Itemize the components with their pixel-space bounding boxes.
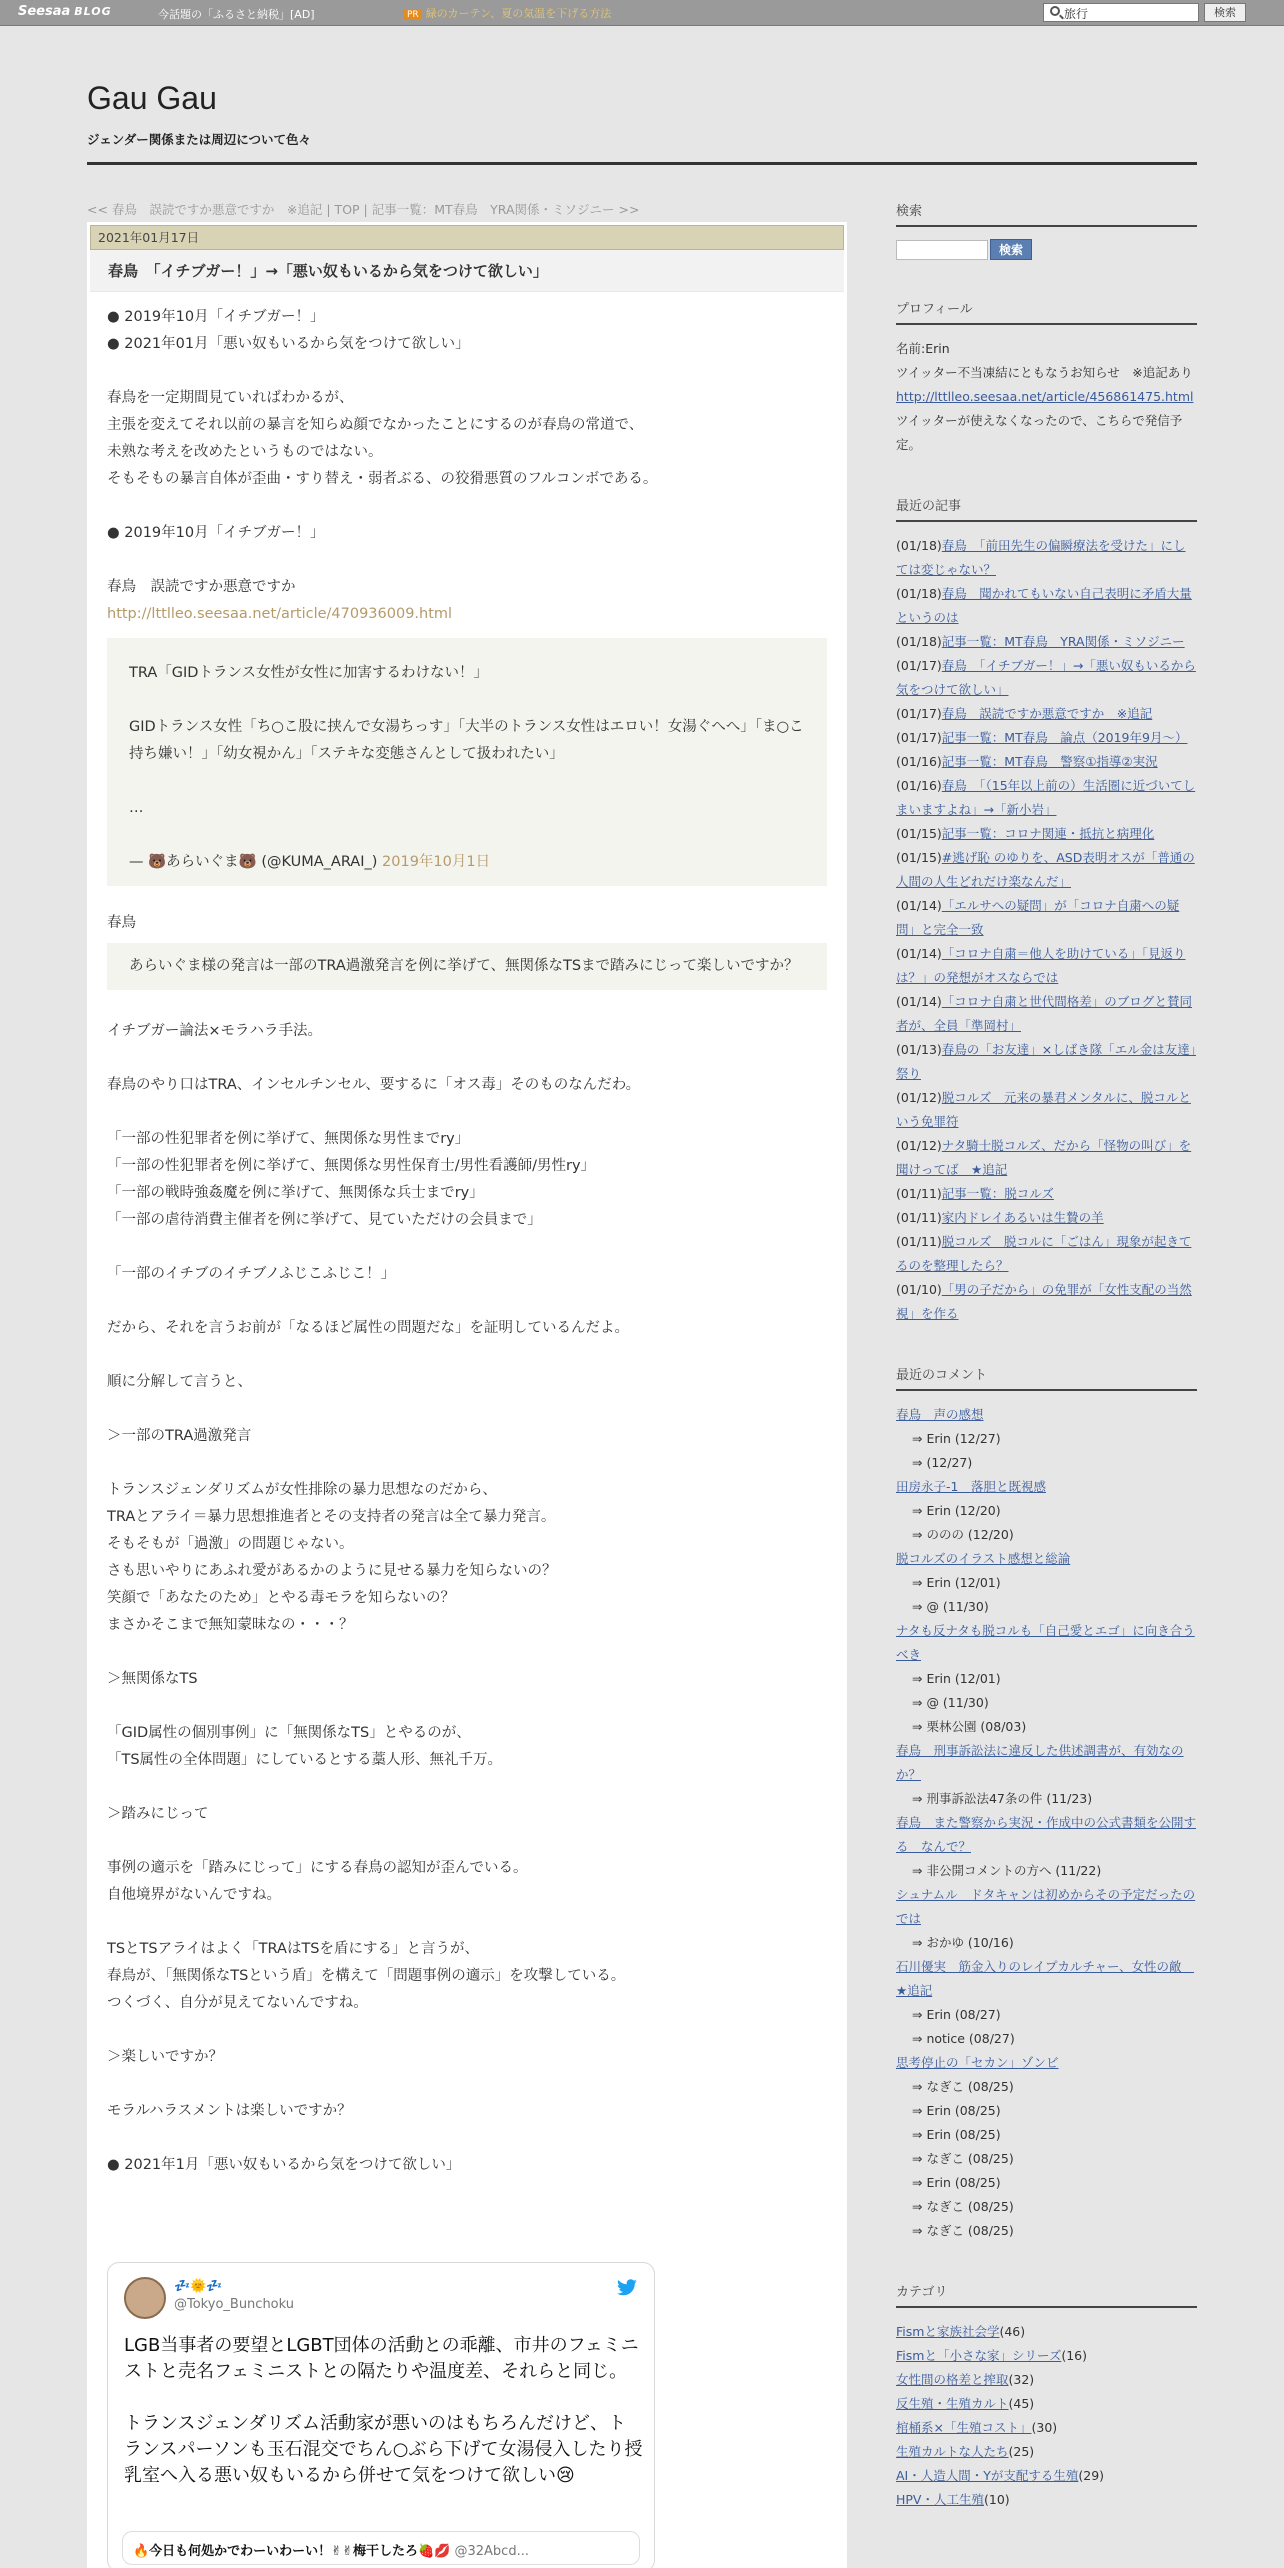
recent-post-link[interactable]: 春鳥の「お友達」×しばき隊「エル金は友達」祭り bbox=[896, 1042, 1197, 1081]
recent-post-item bbox=[896, 726, 1197, 750]
recent-post-link[interactable]: 「コロナ自粛＝他人を助けている」「見返りは？」の発想がオスならでは bbox=[896, 946, 1186, 985]
profile-title: プロフィール bbox=[896, 298, 1197, 325]
post-line: トランスジェンダリズムが女性排除の暴力思想なのだから、 bbox=[107, 1482, 497, 1498]
post-title[interactable]: 春鳥 「イチブガー！」→「悪い奴もいるから気をつけて欲しい」 bbox=[90, 250, 844, 292]
recent-post-date: (01/17) bbox=[896, 658, 942, 673]
recent-posts-title: 最近の記事 bbox=[896, 495, 1197, 522]
recent-post-date: (01/16) bbox=[896, 778, 942, 793]
post-line bbox=[107, 1639, 827, 1666]
recent-post-link[interactable]: 「コロナ自粛と世代間格差」のブログと賛同者が、全員「準岡村」 bbox=[896, 994, 1193, 1033]
category-item bbox=[896, 2440, 1197, 2464]
comment-reply[interactable]: ⇒ おかゆ (10/16) bbox=[912, 1935, 1014, 1950]
recent-post-date: (01/12) bbox=[896, 1138, 942, 1153]
sidebar-search-input[interactable] bbox=[896, 240, 988, 260]
post-line: 笑顔で「あなたのため」とやる毒モラを知らないの？ bbox=[107, 1590, 455, 1606]
recent-post-date: (01/17) bbox=[896, 730, 942, 745]
recent-comments-list bbox=[896, 1403, 1197, 2243]
tweet-user-name[interactable]: 💤🌞💤 bbox=[174, 2279, 223, 2294]
post-line: 主張を変えてそれ以前の暴言を知らぬ顔でなかったことにするのが春鳥の常道で、 bbox=[107, 417, 644, 433]
post-line: モラルハラスメントは楽しいですか？ bbox=[107, 2103, 352, 2119]
comment-article bbox=[896, 1811, 1197, 1859]
comment-article-link[interactable]: 脱コルズのイラスト感想と総論 bbox=[896, 1551, 1071, 1566]
pr-ad-text: 緑のカーテン、夏の気温を下げる方法 bbox=[425, 7, 612, 20]
category-count: (30) bbox=[1031, 2420, 1058, 2435]
post-intro bbox=[107, 304, 827, 601]
post-line: 「一部の戦時強姦魔を例に挙げて、無関係な兵士までry」 bbox=[107, 1185, 484, 1201]
category-count: (45) bbox=[1008, 2396, 1035, 2411]
sidebar-search bbox=[896, 200, 1197, 260]
post-line bbox=[107, 1045, 827, 1072]
recent-post-item bbox=[896, 774, 1197, 822]
recent-post-date: (01/10) bbox=[896, 1282, 942, 1297]
category-item bbox=[896, 2368, 1197, 2392]
recent-post-link[interactable]: #逃げ恥 のゆりを、ASD表明オスが「普通の人間の人生どれだけ楽なんだ」 bbox=[896, 850, 1195, 889]
label-haru: 春鳥 bbox=[107, 915, 136, 931]
post-line: ＞一部のTRA過激発言 bbox=[107, 1428, 252, 1444]
profile-text: ツイッター不当凍結にともなうお知らせ ※追記あり bbox=[896, 365, 1193, 380]
category-count: (25) bbox=[1008, 2444, 1035, 2459]
comment-article-link[interactable]: 春鳥 また警察から実況・作成中の公式書類を公開する なんで？ bbox=[896, 1815, 1197, 1854]
recent-post-date: (01/11) bbox=[896, 1234, 942, 1249]
comment-article-link[interactable]: 春鳥 刑事訴訟法に違反した供述調書が、有効なのか？ bbox=[896, 1743, 1184, 1782]
category-item bbox=[896, 2416, 1197, 2440]
quote-line: GIDトランス女性「ち○こ股に挟んで女湯ちっす」「大半のトランス女性はエロい！女湯ぐへへ」「ま○こ持ち嫌い！」「幼女視かん」「ステキな変態さんとして扱われたい」 bbox=[129, 719, 804, 762]
top-search-input[interactable]: 旅行 bbox=[1043, 3, 1199, 22]
search-icon bbox=[1050, 6, 1060, 16]
pr-ad[interactable] bbox=[404, 5, 611, 21]
recent-post-link[interactable]: ナタ騎士脱コルズ、だから「怪物の叫び」を聞けってば ★追記 bbox=[896, 1138, 1192, 1177]
recent-post-date: (01/18) bbox=[896, 634, 942, 649]
recent-post-link[interactable]: 「エルサへの疑問」が「コロナ自粛への疑問」と完全一致 bbox=[896, 898, 1180, 937]
post-line bbox=[107, 1288, 827, 1315]
post-line: 「TS属性の全体問題」にしているとする藁人形、無礼千万。 bbox=[107, 1752, 503, 1768]
recent-post-link[interactable]: 脱コルズ 元来の暴君メンタルに、脱コルという免罪符 bbox=[896, 1090, 1191, 1129]
pr-tag: PR bbox=[404, 10, 422, 20]
post-line: 「一部の虐待消費主催者を例に挙げて、見ていただけの会員まで」 bbox=[107, 1212, 542, 1228]
comment-article-link[interactable]: ナタも反ナタも脱コルも「自己愛とエゴ」に向き合うべき bbox=[896, 1623, 1195, 1662]
post-line: つくづく、自分が見えてないんですね。 bbox=[107, 1995, 368, 2011]
comment-reply[interactable]: ⇒ なぎこ (08/25) bbox=[912, 2151, 1014, 2166]
recent-post-date: (01/11) bbox=[896, 1186, 942, 1201]
profile-text-2: ツイッターが使えなくなったので、こちらで発信予定。 bbox=[896, 413, 1183, 452]
post-body-lines bbox=[107, 1018, 827, 2179]
post-line: 春鳥を一定期間見ていればわかるが、 bbox=[107, 390, 354, 406]
quote-line: … bbox=[129, 800, 144, 816]
comment-reply[interactable]: ⇒ 刑事訴訟法47条の件 (11/23) bbox=[912, 1791, 1093, 1806]
recent-post-item bbox=[896, 822, 1197, 846]
post-line: そもそもが「過激」の問題じゃない。 bbox=[107, 1536, 354, 1552]
post-date: 2021年01月17日 bbox=[90, 225, 844, 250]
recent-post-item bbox=[896, 1134, 1197, 1182]
comment-article bbox=[896, 1619, 1197, 1667]
embedded-quote bbox=[107, 638, 827, 886]
quote-attribution-line bbox=[129, 849, 805, 876]
post-line: 順に分解して言うと、 bbox=[107, 1374, 252, 1390]
category-count: (32) bbox=[1008, 2372, 1035, 2387]
categories-title: カテゴリ bbox=[896, 2281, 1197, 2308]
recent-post-link[interactable]: 春鳥 「（15年以上前の）生活圏に近づいてしまいますよね」→「新小岩」 bbox=[896, 778, 1196, 817]
post-line: 自他境界がないんですね。 bbox=[107, 1887, 281, 1903]
comment-article bbox=[896, 1475, 1197, 1499]
category-link[interactable]: 女性間の格差と搾取 bbox=[896, 2372, 1009, 2387]
tweet-line: トランスジェンダリズム活動家が悪いのはもちろんだけど、トランスパーソンも玉石混交でちん○ぶら下げて女湯侵入したり授乳室へ入る悪い奴もいるから併せて気をつけて欲しい😢 bbox=[124, 2413, 643, 2486]
tweet-handle[interactable]: @Tokyo_Bunchoku bbox=[174, 2297, 295, 2312]
post-line bbox=[107, 1396, 827, 1423]
category-count: (46) bbox=[999, 2324, 1026, 2339]
recent-post-item bbox=[896, 1038, 1197, 1086]
comment-reply[interactable]: ⇒ notice (08/27) bbox=[912, 2031, 1015, 2046]
comment-reply[interactable]: ⇒ Erin (12/20) bbox=[912, 1503, 1001, 1518]
post-line: ● 2021年01月「悪い奴もいるから気をつけて欲しい」 bbox=[107, 336, 470, 352]
sidebar-categories bbox=[896, 2281, 1197, 2512]
post-line: 「一部のイチブのイチブノふじこふじこ！」 bbox=[107, 1266, 396, 1282]
post-line bbox=[107, 1234, 827, 1261]
sidebar-recent-comments bbox=[896, 1364, 1197, 2243]
comment-article bbox=[896, 1547, 1197, 1571]
comment-reply[interactable]: ⇒ Erin (08/25) bbox=[912, 2127, 1001, 2142]
comment-reply[interactable]: ⇒ Erin (12/01) bbox=[912, 1575, 1001, 1590]
comment-article-link[interactable]: 石川優実 筋金入りのレイプカルチャー、女性の敵 ★追記 bbox=[896, 1959, 1195, 1998]
sidebar-recent-posts bbox=[896, 495, 1197, 1326]
tweet-text bbox=[124, 2333, 644, 2489]
categories-list bbox=[896, 2320, 1197, 2512]
recent-post-item bbox=[896, 534, 1197, 582]
recent-post-link[interactable]: 記事一覧：MT春鳥 論点（2019年9月～） bbox=[941, 730, 1188, 745]
comment-article bbox=[896, 1955, 1197, 2003]
recent-post-item bbox=[896, 1182, 1197, 1206]
recent-post-link[interactable]: 脱コルズ 脱コルに「ごはん」現象が起きてるのを整理したら？ bbox=[896, 1234, 1192, 1273]
recent-post-item bbox=[896, 582, 1197, 630]
sidebar bbox=[896, 200, 1197, 2550]
comment-article bbox=[896, 1403, 1197, 1427]
comment-article-link[interactable]: 田房永子-1 落胆と既視感 bbox=[896, 1479, 1046, 1494]
quote-date[interactable]: 2019年10月1日 bbox=[382, 854, 491, 870]
category-link[interactable]: Fismと「小さな家」シリーズ bbox=[896, 2348, 1062, 2363]
ad-link[interactable]: 今話題の「ふるさと納税」[AD] bbox=[158, 8, 315, 21]
logo-sub: BLOG bbox=[74, 5, 112, 18]
recent-post-item bbox=[896, 750, 1197, 774]
comment-reply[interactable]: ⇒ @ (11/30) bbox=[912, 1599, 989, 1614]
recent-post-date: (01/17) bbox=[896, 706, 942, 721]
post-line bbox=[107, 547, 827, 574]
post-line: ● 2019年10月「イチブガー！」 bbox=[107, 309, 325, 325]
recent-post-item bbox=[896, 1206, 1197, 1230]
comment-reply[interactable]: ⇒ @ (11/30) bbox=[912, 1695, 989, 1710]
quote-line bbox=[129, 822, 805, 849]
category-count: (16) bbox=[1061, 2348, 1087, 2363]
category-link[interactable]: AI・人造人間・Yが支配する生殖 bbox=[896, 2468, 1079, 2483]
recent-post-link[interactable]: 春鳥 「前田先生の偏瞬療法を受けた」にしては変じゃない？ bbox=[896, 538, 1186, 577]
post-line: 事例の適示を「踏みにじって」にする春鳥の認知が歪んでいる。 bbox=[107, 1860, 528, 1876]
sidebar-profile bbox=[896, 298, 1197, 457]
recent-post-link[interactable]: 記事一覧：MT春鳥 YRA関係・ミソジニー bbox=[941, 634, 1185, 649]
recent-post-date: (01/18) bbox=[896, 586, 942, 601]
recent-post-date: (01/11) bbox=[896, 1210, 942, 1225]
recent-post-item bbox=[896, 1278, 1197, 1326]
post-line: 「一部の性犯罪者を例に挙げて、無関係な男性保育士/男性看護師/男性ry」 bbox=[107, 1158, 596, 1174]
post-line: イチブガー論法×モラハラ手法。 bbox=[107, 1023, 323, 1039]
tweet-line bbox=[124, 2385, 644, 2411]
blog-title[interactable]: Gau Gau bbox=[87, 80, 217, 116]
category-link[interactable]: HPV・人工生殖 bbox=[896, 2492, 984, 2507]
profile-link[interactable]: http://lttlleo.seesaa.net/article/456861475.html bbox=[896, 389, 1194, 404]
comment-article bbox=[896, 1739, 1197, 1787]
post-line bbox=[107, 1909, 827, 1936]
profile-name: 名前:Erin bbox=[896, 341, 950, 356]
comment-reply[interactable]: ⇒ 栗林公園 (08/03) bbox=[912, 1719, 1027, 1734]
recent-comments-title: 最近のコメント bbox=[896, 1364, 1197, 1391]
comment-reply[interactable]: ⇒ Erin (08/25) bbox=[912, 2175, 1001, 2190]
seesaa-logo[interactable] bbox=[18, 4, 112, 19]
comment-article-link[interactable]: 思考停止の「セカン」ゾンビ bbox=[896, 2055, 1059, 2070]
recent-post-item bbox=[896, 630, 1197, 654]
quote-line bbox=[129, 768, 805, 795]
recent-post-date: (01/14) bbox=[896, 994, 942, 1009]
article-link[interactable]: http://lttlleo.seesaa.net/article/470936009.html bbox=[107, 606, 453, 622]
quoted-tweet-handle: @32Abcd... bbox=[454, 2544, 529, 2559]
category-item bbox=[896, 2488, 1197, 2512]
sidebar-search-title: 検索 bbox=[896, 200, 1197, 227]
recent-post-date: (01/14) bbox=[896, 946, 942, 961]
recent-post-link[interactable]: 記事一覧：MT春鳥 警察①指導②実況 bbox=[941, 754, 1158, 769]
quote-line: TRA「GIDトランス女性が女性に加害するわけない！」 bbox=[129, 665, 489, 681]
category-count: (29) bbox=[1078, 2468, 1105, 2483]
post-line bbox=[107, 1342, 827, 1369]
comment-reply[interactable]: ⇒ 非公開コメントの方へ (11/22) bbox=[912, 1863, 1102, 1878]
category-item bbox=[896, 2344, 1197, 2368]
recent-post-item bbox=[896, 894, 1197, 942]
post-line: 「一部の性犯罪者を例に挙げて、無関係な男性までry」 bbox=[107, 1131, 470, 1147]
comment-article bbox=[896, 2051, 1197, 2075]
post-navigation[interactable]: << 春鳥 誤読ですか悪意ですか ※追記 | TOP | 記事一覧：MT春鳥 YRA関係・ミソジニー >> bbox=[87, 202, 640, 217]
recent-post-link[interactable]: 記事一覧：脱コルズ bbox=[941, 1186, 1054, 1201]
category-item bbox=[896, 2392, 1197, 2416]
quote-lines bbox=[129, 660, 805, 849]
recent-post-link[interactable]: 春鳥 誤読ですか悪意ですか ※追記 bbox=[941, 706, 1153, 721]
comment-reply[interactable]: ⇒ なぎこ (08/25) bbox=[912, 2199, 1014, 2214]
post-line bbox=[107, 358, 827, 385]
post-body bbox=[87, 292, 847, 2179]
post-line: TRAとアライ＝暴力思想推進者とその支持者の発言は全て暴力発言。 bbox=[107, 1509, 556, 1525]
recent-post-item bbox=[896, 990, 1197, 1038]
comment-reply[interactable]: ⇒ Erin (08/27) bbox=[912, 2007, 1001, 2022]
post-line: そもそもの暴言自体が歪曲・すり替え・弱者ぶる、の狡猾悪質のフルコンボである。 bbox=[107, 471, 658, 487]
post-line: 未熟な考えを改めたというものではない。 bbox=[107, 444, 383, 460]
header-divider bbox=[87, 162, 1197, 165]
quoted-tweet-name: 🔥今日も何処かでわーいわーい！✌✌梅干したろ🍓💋 bbox=[133, 2544, 451, 2559]
tweet-line: LGB当事者の要望とLGBT団体の活動との乖離、市井のフェミニストと売名フェミニストとの隔たりや温度差、それらと同じ。 bbox=[124, 2335, 639, 2382]
post-line: TSとTSアライはよく「TRAはTSを盾にする」と言うが、 bbox=[107, 1941, 480, 1957]
category-link[interactable]: 反生殖・生殖カルト bbox=[896, 2396, 1009, 2411]
main-article bbox=[87, 222, 847, 2568]
recent-post-link[interactable]: 記事一覧：コロナ関連・抵抗と病理化 bbox=[941, 826, 1155, 841]
recent-post-item bbox=[896, 942, 1197, 990]
post-line: 春鳥 誤読ですか悪意ですか bbox=[107, 579, 296, 595]
post-line: 「GID属性の個別事例」に「無関係なTS」とやるのが、 bbox=[107, 1725, 471, 1741]
post-line: 春鳥のやり口はTRA、インセルチンセル、要するに「オス毒」そのものなんだわ。 bbox=[107, 1077, 641, 1093]
post-line: ＞無関係なTS bbox=[107, 1671, 198, 1687]
recent-post-item bbox=[896, 1230, 1197, 1278]
post-line bbox=[107, 1450, 827, 1477]
category-link[interactable]: Fismと家族社会学 bbox=[896, 2324, 1000, 2339]
category-item bbox=[896, 2320, 1197, 2344]
post-line: 春鳥が、「無関係なTSという盾」を構えて「問題事例の適示」を攻撃している。 bbox=[107, 1968, 626, 1984]
recent-post-item bbox=[896, 654, 1197, 702]
post-line: ＞踏みにじって bbox=[107, 1806, 209, 1822]
post-line bbox=[107, 2071, 827, 2098]
recent-post-date: (01/14) bbox=[896, 898, 942, 913]
quote-attribution: — 🐻あらいぐま🐻 (@KUMA_ARAI_) bbox=[129, 854, 378, 870]
category-item bbox=[896, 2464, 1197, 2488]
twitter-bird-icon[interactable] bbox=[616, 2279, 638, 2297]
quote-line bbox=[129, 687, 805, 714]
post-line: ● 2021年1月「悪い奴もいるから気をつけて欲しい」 bbox=[107, 2157, 461, 2173]
recent-post-date: (01/16) bbox=[896, 754, 942, 769]
comment-reply[interactable]: ⇒ (12/27) bbox=[912, 1455, 973, 1470]
post-line bbox=[107, 2017, 827, 2044]
top-bar bbox=[0, 0, 1284, 26]
recent-post-date: (01/15) bbox=[896, 850, 942, 865]
quoted-tweet[interactable] bbox=[122, 2531, 640, 2565]
recent-post-item bbox=[896, 702, 1197, 726]
sidebar-search-button[interactable]: 検索 bbox=[990, 239, 1032, 260]
post-line bbox=[107, 1099, 827, 1126]
category-link[interactable]: 棺桶系×「生殖コスト」 bbox=[896, 2420, 1032, 2435]
logo-text: Seesaa bbox=[18, 4, 71, 19]
category-count: (10) bbox=[984, 2492, 1010, 2507]
recent-post-link[interactable]: 春鳥 聞かれてもいない自己表明に矛盾大量というのは bbox=[896, 586, 1192, 625]
category-link[interactable]: 生殖カルトな人たち bbox=[896, 2444, 1009, 2459]
top-search-button[interactable]: 検索 bbox=[1204, 3, 1246, 22]
post-line bbox=[107, 1693, 827, 1720]
tweet-embed[interactable] bbox=[107, 2262, 655, 2568]
comment-article bbox=[896, 1883, 1197, 1931]
post-line: まさかそこまで無知蒙昧なの・・・？ bbox=[107, 1617, 354, 1633]
recent-post-item bbox=[896, 1086, 1197, 1134]
comment-article-link[interactable]: 春鳥 声の感想 bbox=[896, 1407, 984, 1422]
recent-post-link[interactable]: 「男の子だから」の免罪が「女性支配の当然視」を作る bbox=[896, 1282, 1192, 1321]
post-line bbox=[107, 1828, 827, 1855]
post-line bbox=[107, 493, 827, 520]
recent-post-date: (01/18) bbox=[896, 538, 942, 553]
comment-reply[interactable]: ⇒ Erin (12/01) bbox=[912, 1671, 1001, 1686]
post-line: ＞楽しいですか？ bbox=[107, 2049, 223, 2065]
comment-reply[interactable]: ⇒ Erin (12/27) bbox=[912, 1431, 1001, 1446]
recent-post-date: (01/13) bbox=[896, 1042, 942, 1057]
comment-article-link[interactable]: シュナムル ドタキャンは初めからその予定だったのでは bbox=[896, 1887, 1196, 1926]
post-line: ● 2019年10月「イチブガー！」 bbox=[107, 525, 325, 541]
avatar bbox=[124, 2277, 166, 2319]
recent-post-link[interactable]: 家内ドレイあるいは生贄の羊 bbox=[941, 1210, 1104, 1225]
recent-post-date: (01/12) bbox=[896, 1090, 942, 1105]
post-line: だから、それを言うお前が「なるほど属性の問題だな」を証明しているんだよ。 bbox=[107, 1320, 629, 1336]
comment-reply[interactable]: ⇒ ののの (12/20) bbox=[912, 1527, 1014, 1542]
recent-posts-list bbox=[896, 534, 1197, 1326]
post-line: さも思いやりにあふれ愛があるかのように見せる暴力を知らないの？ bbox=[107, 1563, 557, 1579]
comment-reply[interactable]: ⇒ なぎこ (08/25) bbox=[912, 2079, 1014, 2094]
recent-post-item bbox=[896, 846, 1197, 894]
blog-description: ジェンダー関係または周辺について色々 bbox=[87, 132, 312, 147]
blockquote: あらいぐま様の発言は一部のTRA過激発言を例に挙げて、無関係なTSまで踏みにじって楽しいですか？ bbox=[107, 943, 827, 990]
post-line bbox=[107, 1774, 827, 1801]
comment-reply[interactable]: ⇒ Erin (08/25) bbox=[912, 2103, 1001, 2118]
comment-reply[interactable]: ⇒ なぎこ (08/25) bbox=[912, 2223, 1014, 2238]
recent-post-date: (01/15) bbox=[896, 826, 942, 841]
post-line bbox=[107, 2125, 827, 2152]
recent-post-link[interactable]: 春鳥 「イチブガー！」→「悪い奴もいるから気をつけて欲しい」 bbox=[896, 658, 1196, 697]
